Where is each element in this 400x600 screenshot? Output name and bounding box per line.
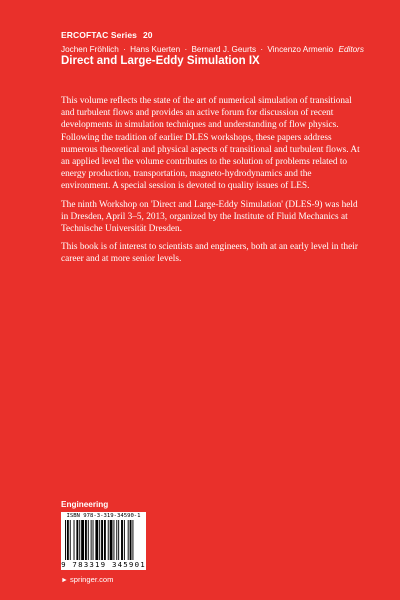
barcode-bar [85,520,87,560]
barcode-bar [91,520,92,560]
barcode-bar [101,520,103,560]
barcode-bar [74,520,75,560]
barcode-bar [79,520,80,560]
isbn-text: ISBN 978-3-319-34590-1 [66,513,141,519]
editor-name: Hans Kuerten [130,45,181,54]
barcode-bar [104,520,106,560]
editors-line [61,45,364,54]
barcode-bar [132,520,133,560]
editors-label: Editors [338,45,364,54]
description [61,95,361,272]
book-title: Direct and Large-Eddy Simulation IX [61,55,260,67]
barcode-bar [110,520,113,560]
series-line [61,30,153,40]
barcode-bar [113,520,114,560]
series-name: ERCOFTAC Series [61,30,137,40]
description-paragraph: This book is of interest to scientists and engineers, both at an early level in their career and at more senior levels. [61,242,358,265]
barcode-bar [70,520,71,560]
barcode-bar [76,520,78,560]
editor-name: Vincenzo Armenio [267,45,334,54]
description-paragraph: The ninth Workshop on 'Direct and Large-Eddy Simulation' (DLES-9) was held in Dresden, April 3–5, 2013, organized by the Institute of Fluid Mechanics at Technische Universität Dresden. [61,199,358,235]
editor-name: Jochen Fröhlich [61,45,119,54]
barcode-bar [116,520,117,560]
barcode-bars [65,520,142,560]
barcode-bar [95,520,98,560]
barcode-bar [65,520,66,560]
editor-separator: · [260,45,264,54]
barcode-digits: 9 783319 345901 [61,560,146,569]
arrow-icon: ► [61,577,68,584]
website-text: springer.com [69,575,114,584]
publisher-website [61,575,113,584]
barcode-bar [118,520,119,560]
barcode-bar [67,520,69,560]
barcode-bar [121,520,123,560]
barcode-bar [124,520,125,560]
subject-category: Engineering [61,500,109,509]
editor-name: Bernard J. Geurts [191,45,257,54]
barcode [61,512,146,570]
description-paragraph: This volume reflects the state of the art of numerical simulation of transitional and turbulent flows and provides an active forum for discussion of recent developments in simulation techniques and understanding of flow physics. Following the tradition of earlier DLES workshops, these papers address numerous theoretical and physical aspects of transitional and turbulent flows. At an applied level the volume contributes to the solution of problems related to energy production, transportation, magneto-hydrodynamics and the environment. A special session is devoted to quality issues of LES. [61,96,360,192]
barcode-bar [128,520,129,560]
editor-separator: · [184,45,188,54]
editor-separator: · [123,45,126,54]
barcode-bar [93,520,94,560]
barcode-bar [130,520,132,560]
barcode-bar [108,520,109,560]
barcode-bar [88,520,89,560]
barcode-bar [99,520,100,560]
barcode-bar [81,520,84,560]
series-number: 20 [142,30,153,40]
